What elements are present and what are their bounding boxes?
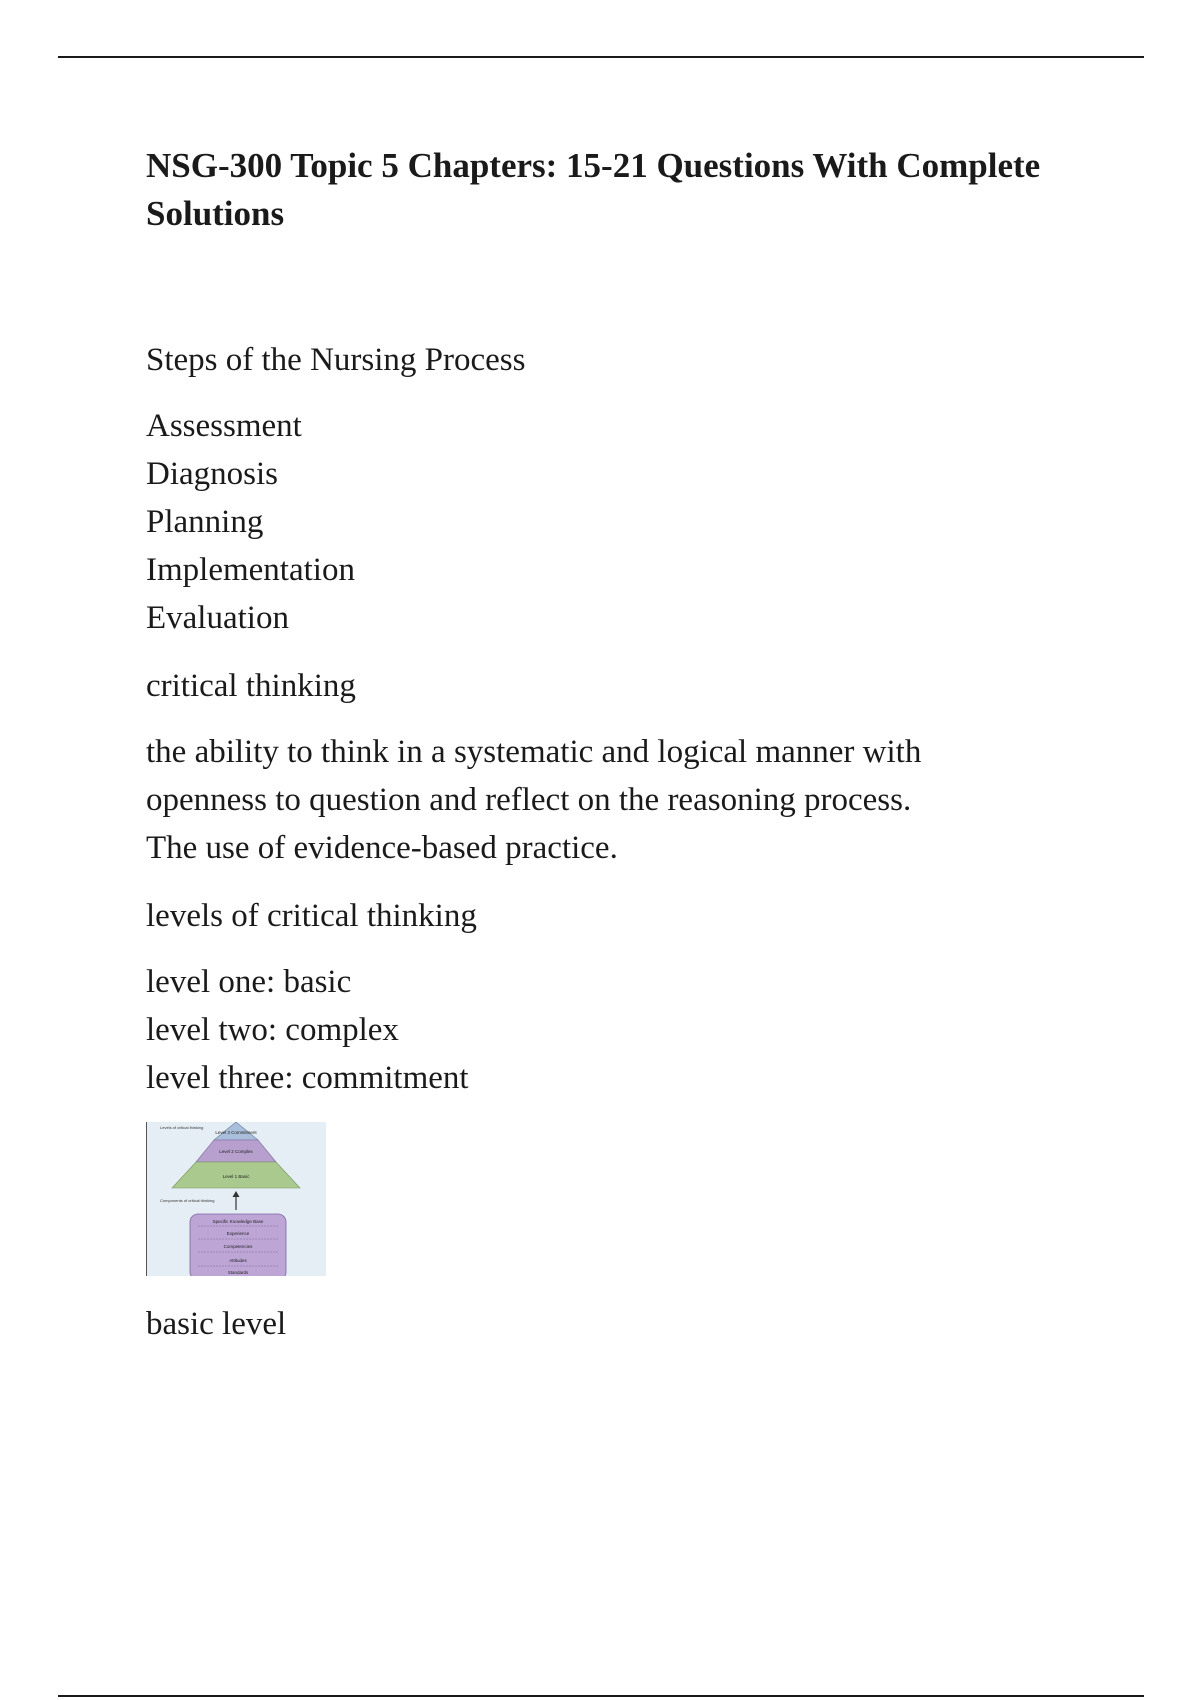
card-term-nursing-process: Steps of the Nursing Process: [146, 342, 526, 378]
pyramid-level-1-label: Level 1 Basic: [222, 1174, 250, 1179]
answer-line: the ability to think in a systematic and logical manner with: [146, 734, 922, 770]
components-item: Experience: [226, 1231, 250, 1236]
figure-left-bottom-label: Components of critical thinking: [160, 1198, 215, 1203]
pyramid-level-3-label: Level 3 Commitment: [215, 1130, 257, 1135]
figure-left-top-label: Levels of critical thinking: [160, 1125, 204, 1130]
card-answer-levels: [146, 958, 1106, 1102]
pyramid-level-2-label: Level 2 Complex: [219, 1149, 253, 1154]
card-answer-nursing-process: [146, 402, 1106, 642]
top-rule: [58, 56, 1144, 58]
answer-line: Diagnosis: [146, 456, 278, 492]
critical-thinking-pyramid-figure: [146, 1122, 326, 1276]
answer-line: level three: commitment: [146, 1060, 469, 1096]
components-item: Attitudes: [229, 1258, 247, 1263]
answer-line: The use of evidence-based practice.: [146, 830, 618, 866]
bottom-rule: [58, 1695, 1144, 1697]
answer-line: Planning: [146, 504, 264, 540]
document-body: [146, 142, 1106, 1366]
answer-line: Assessment: [146, 408, 302, 444]
card-term-basic-level: basic level: [146, 1306, 287, 1342]
answer-line: Evaluation: [146, 600, 289, 636]
answer-line: level one: basic: [146, 964, 352, 1000]
components-item: Competencies: [223, 1244, 253, 1249]
card-term-critical-thinking: critical thinking: [146, 668, 356, 704]
components-item: Specific Knowledge Base: [212, 1219, 264, 1224]
card-term-levels: levels of critical thinking: [146, 898, 477, 934]
answer-line: openness to question and reflect on the reasoning process.: [146, 782, 912, 818]
components-item: Standards: [227, 1270, 249, 1275]
answer-line: Implementation: [146, 552, 355, 588]
card-answer-critical-thinking: [146, 728, 1106, 872]
document-title: NSG-300 Topic 5 Chapters: 15-21 Questions With Complete Solutions: [146, 146, 1041, 233]
answer-line: level two: complex: [146, 1012, 399, 1048]
